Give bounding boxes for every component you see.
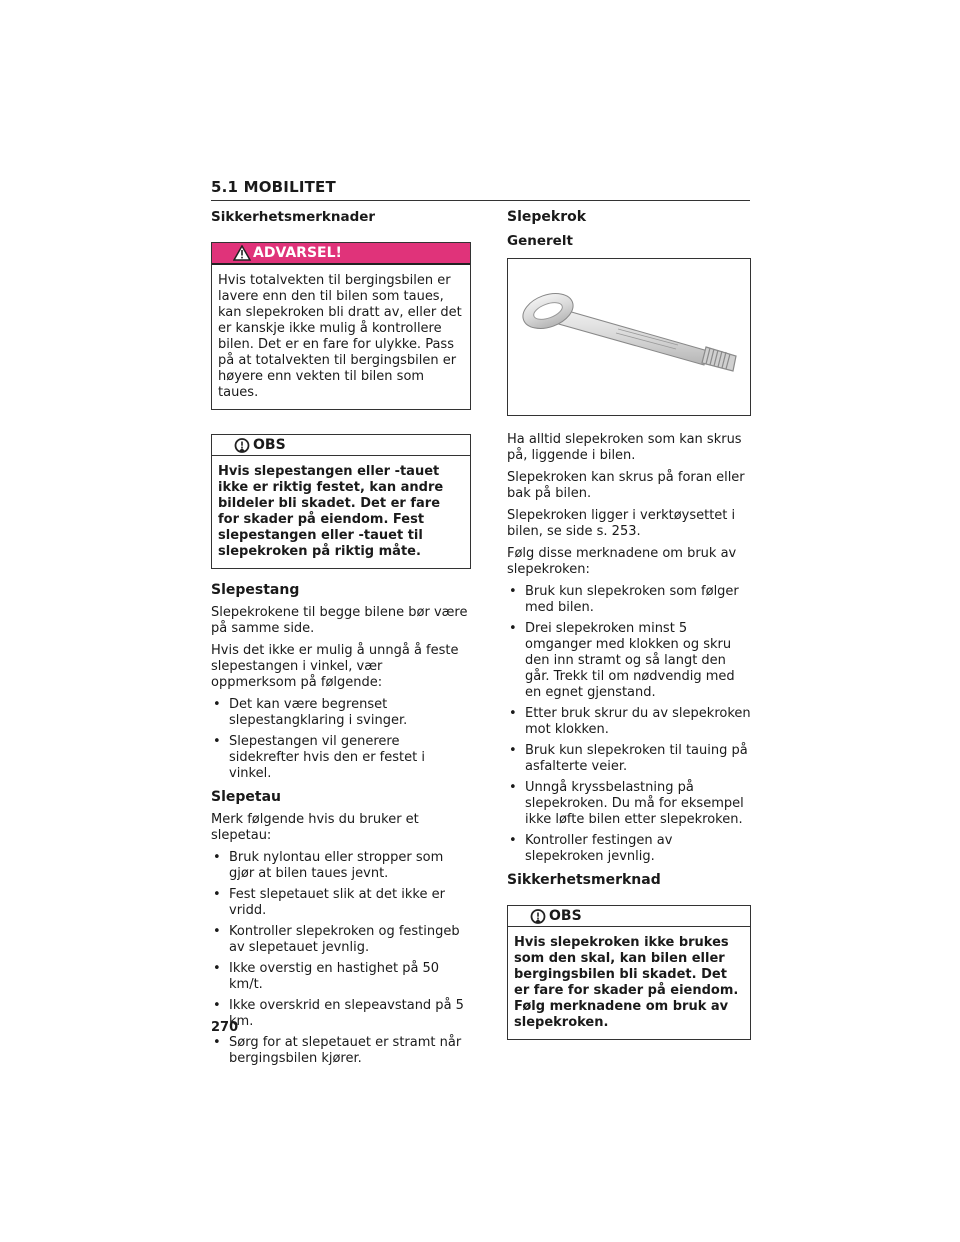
notice-label: OBS	[253, 437, 286, 453]
tow-bar-paragraph-1: Slepekrokene til begge bilene bør være på samme side.	[211, 605, 468, 636]
list-item: • Drei slepekroken minst 5 omganger med klokken og skru den inn stramt og så langt den går. Trekk til om nødvendig med en egnet gjenstand.	[507, 621, 751, 701]
right-column	[507, 208, 751, 1058]
notice-header-2	[508, 906, 750, 927]
warning-triangle-icon	[233, 245, 251, 261]
notice-box-2	[507, 905, 751, 1040]
tow-hook-paragraph-2: Slepekroken kan skrus på foran eller bak på bilen.	[507, 470, 745, 501]
left-column	[211, 208, 471, 1072]
list-item: • Kontroller festingen av slepekroken jevnlig.	[507, 833, 751, 865]
notice-text: Hvis slepestangen eller -tauet ikke er riktig festet, kan andre bildeler bli skadet. Det er fare for skader på eiendom. Fest slepestangen eller -tauet til slepekroken på riktig måte.	[218, 464, 444, 559]
tow-hook-figure	[507, 258, 751, 416]
list-item: • Ikke overstig en hastighet på 50 km/t.	[211, 961, 471, 993]
list-item: • Kontroller slepekroken og festingeb av slepetauet jevnlig.	[211, 924, 471, 956]
safety-note-title: Sikkerhetsmerknad	[507, 872, 661, 888]
notice-label-2: OBS	[549, 908, 582, 924]
warning-header	[212, 243, 470, 265]
list-item: • Bruk kun slepekroken til tauing på asfalterte veier.	[507, 743, 751, 775]
tow-bar-paragraph-2: Hvis det ikke er mulig å unngå å feste slepestangen i vinkel, vær oppmerksom på følgende:	[211, 643, 459, 690]
warning-label: ADVARSEL!	[253, 245, 342, 261]
tow-hook-list	[507, 584, 751, 865]
tow-bar-title: Slepestang	[211, 582, 300, 598]
list-item: • Bruk nylontau eller stropper som gjør at bilen taues jevnt.	[211, 850, 471, 882]
tow-hook-paragraph-4: Følg disse merknadene om bruk av slepekroken:	[507, 546, 737, 577]
notice-text-2: Hvis slepekroken ikke brukes som den skal, kan bilen eller bergingsbilen bli skadet. Det er fare for skader på eiendom. Følg merknadene om bruk av slepekroken.	[514, 935, 739, 1030]
list-item: • Fest slepetauet slik at det ikke er vridd.	[211, 887, 471, 919]
list-item: • Bruk kun slepekroken som følger med bilen.	[507, 584, 751, 616]
list-item: • Sørg for at slepetauet er stramt når bergingsbilen kjører.	[211, 1035, 471, 1067]
tow-rope-list	[211, 850, 471, 1067]
list-item: • Det kan være begrenset slepestangklaring i svinger.	[211, 697, 471, 729]
tow-hook-paragraph-1: Ha alltid slepekroken som kan skrus på, liggende i bilen.	[507, 432, 742, 463]
tow-hook-illustration	[508, 259, 750, 415]
tow-hook-paragraph-3: Slepekroken ligger i verktøysettet i bilen, se side s. 253.	[507, 508, 736, 539]
warning-box	[211, 242, 471, 410]
list-item: • Unngå kryssbelastning på slepekroken. Du må for eksempel ikke løfte bilen etter slepekroken.	[507, 780, 751, 828]
section-header: 5.1 MOBILITET	[211, 178, 750, 201]
list-item: • Etter bruk skrur du av slepekroken mot klokken.	[507, 706, 751, 738]
list-item: • Ikke overskrid en slepeavstand på 5 km.	[211, 998, 471, 1030]
notice-icon	[529, 908, 547, 924]
page-number: 270	[211, 1020, 239, 1035]
tow-bar-list	[211, 697, 471, 782]
list-item: • Slepestangen vil generere sidekrefter hvis den er festet i vinkel.	[211, 734, 471, 782]
tow-hook-title: Slepekrok	[507, 209, 587, 225]
notice-header	[212, 435, 470, 456]
notice-box	[211, 434, 471, 569]
general-title: Generelt	[507, 233, 573, 249]
notice-icon	[233, 437, 251, 453]
tow-rope-title: Slepetau	[211, 789, 281, 805]
tow-rope-paragraph-1: Merk følgende hvis du bruker et slepetau:	[211, 812, 419, 843]
warning-text: Hvis totalvekten til bergingsbilen er lavere enn den til bilen som taues, kan slepekroken bli dratt av, eller det er kanskje ikke mulig å kontrollere bilen. Det er en fare for ulykke. Pass på at totalvekten til bergingsbilen er høyere enn vekten til bilen som taues.	[218, 273, 462, 400]
safety-notes-title: Sikkerhetsmerknader	[211, 209, 376, 225]
